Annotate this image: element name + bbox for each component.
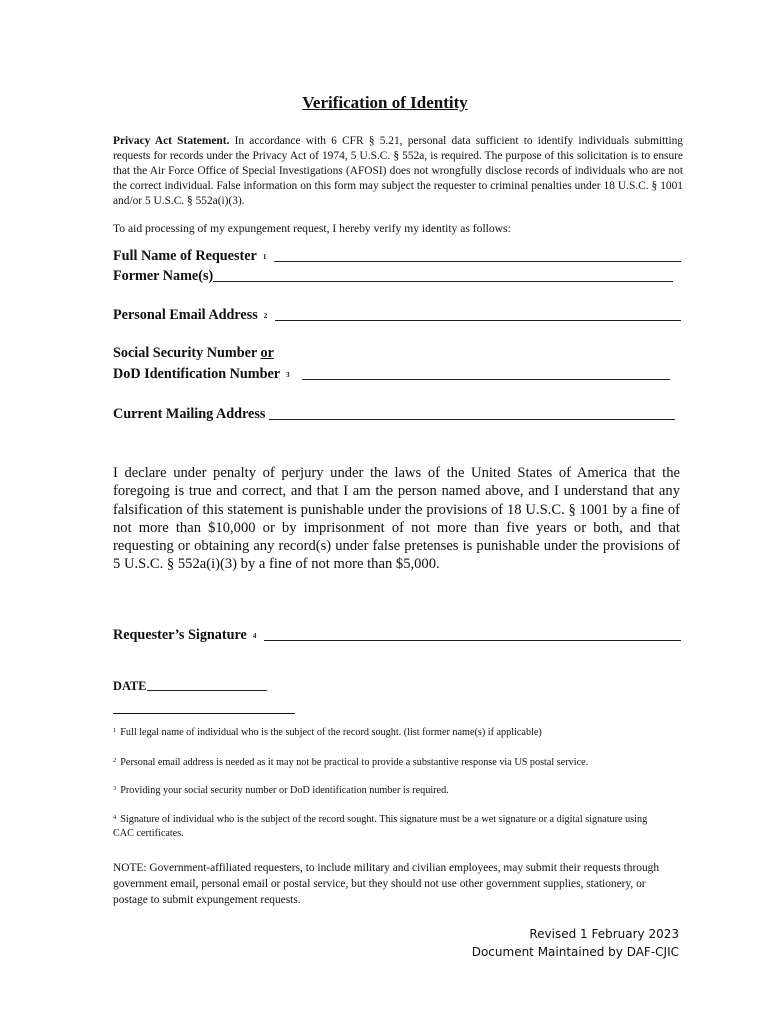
- full-name-input-line[interactable]: [274, 260, 681, 262]
- page-title: Verification of Identity: [302, 93, 468, 112]
- footnote-3: [113, 784, 673, 798]
- footnote-ref-2: 2: [263, 312, 268, 320]
- footnote-number: 1: [113, 727, 117, 734]
- former-names-label: Former Name(s): [113, 268, 214, 284]
- signature-label: Requester’s Signature: [113, 627, 247, 643]
- mailing-address-label: Current Mailing Address: [113, 406, 266, 422]
- footnote-divider: [113, 713, 295, 714]
- former-names-field: [113, 268, 673, 285]
- date-field: [113, 679, 267, 694]
- footnote-ref-1: 1: [262, 253, 267, 261]
- perjury-declaration: I declare under penalty of perjury under the laws of the United States of America that the foregoing is true and correct, and that I am the person named above, and I understand that any falsification of this statement is punishable under the provisions of 18 U.S.C. § 1001 by a fine of not more than $10,000 or by imprisonment of not more than five years or both, and that requesting or obtaining any record(s) under false pretenses is punishable under the provisions of 5 U.S.C. § 552a(i)(3) by a fine of not more than $5,000.: [113, 465, 680, 573]
- full-name-label: Full Name of Requester: [113, 248, 257, 264]
- footnote-text: Full legal name of individual who is the subject of the record sought. (list former name(s) if applicable): [120, 727, 542, 738]
- footnote-text: Signature of individual who is the subject of the record sought. This signature must be a wet signature or a digital signature using CAC certificates.: [113, 814, 648, 839]
- privacy-act-statement: [113, 134, 683, 209]
- ssn-label: Social Security Number: [113, 345, 257, 361]
- footnote-ref-3: 3: [286, 371, 290, 379]
- date-input-line[interactable]: [147, 689, 267, 691]
- footnote-number: 3: [113, 785, 117, 792]
- footnote-1: [113, 726, 673, 740]
- email-label: Personal Email Address: [113, 307, 258, 323]
- government-note: NOTE: Government-affiliated requesters, to include military and civilian employees, may submit their requests through government email, personal email or postal service, but they should not use other government supplies, stationery, or postage to submit expungement requests.: [113, 862, 660, 906]
- footnote-text: Providing your social security number or DoD identification number is required.: [120, 785, 449, 796]
- email-input-line[interactable]: [275, 319, 681, 321]
- maintained-by: Document Maintained by DAF-CJIC: [471, 945, 679, 959]
- privacy-text: In accordance with 6 CFR § 5.21, personal data sufficient to identify individuals submitting requests for records under the Privacy Act of 1974, 5 U.S.C. § 552a, is required. The purpose of this solicitation is to ensure that the Air Force Office of Special Investigations (AFOSI) does not wrongfully disclose records of individuals who are not the correct individual. False information on this form may subject the requester to criminal penalties under 18 U.S.C. § 1001 and/or 5 U.S.C. § 552a(i)(3).: [113, 135, 683, 207]
- date-label: DATE: [113, 679, 147, 693]
- revised-date: Revised 1 February 2023: [529, 927, 679, 941]
- footnote-ref-4: 4: [252, 632, 257, 640]
- dod-id-label: DoD Identification Number: [113, 366, 281, 382]
- signature-field: [113, 627, 681, 644]
- ssn-dod-input-line[interactable]: [302, 378, 670, 380]
- signature-input-line[interactable]: [264, 639, 681, 641]
- ssn-label-line: [113, 345, 274, 362]
- full-name-field: [113, 248, 681, 265]
- dod-id-field: [113, 366, 670, 383]
- footnote-2: [113, 756, 673, 770]
- footnote-4: [113, 813, 653, 841]
- former-names-input-line[interactable]: [213, 280, 673, 282]
- ssn-or: or: [260, 345, 274, 361]
- footnote-number: 2: [113, 757, 117, 764]
- mailing-address-input-line[interactable]: [269, 418, 675, 420]
- intro-text: To aid processing of my expungement request, I hereby verify my identity as follows:: [113, 222, 511, 235]
- footnote-number: 4: [113, 814, 117, 821]
- footnote-text: Personal email address is needed as it may not be practical to provide a substantive response via US postal service.: [120, 757, 589, 768]
- mailing-address-field: [113, 406, 675, 423]
- privacy-heading: Privacy Act Statement.: [113, 135, 230, 147]
- email-field: [113, 307, 681, 324]
